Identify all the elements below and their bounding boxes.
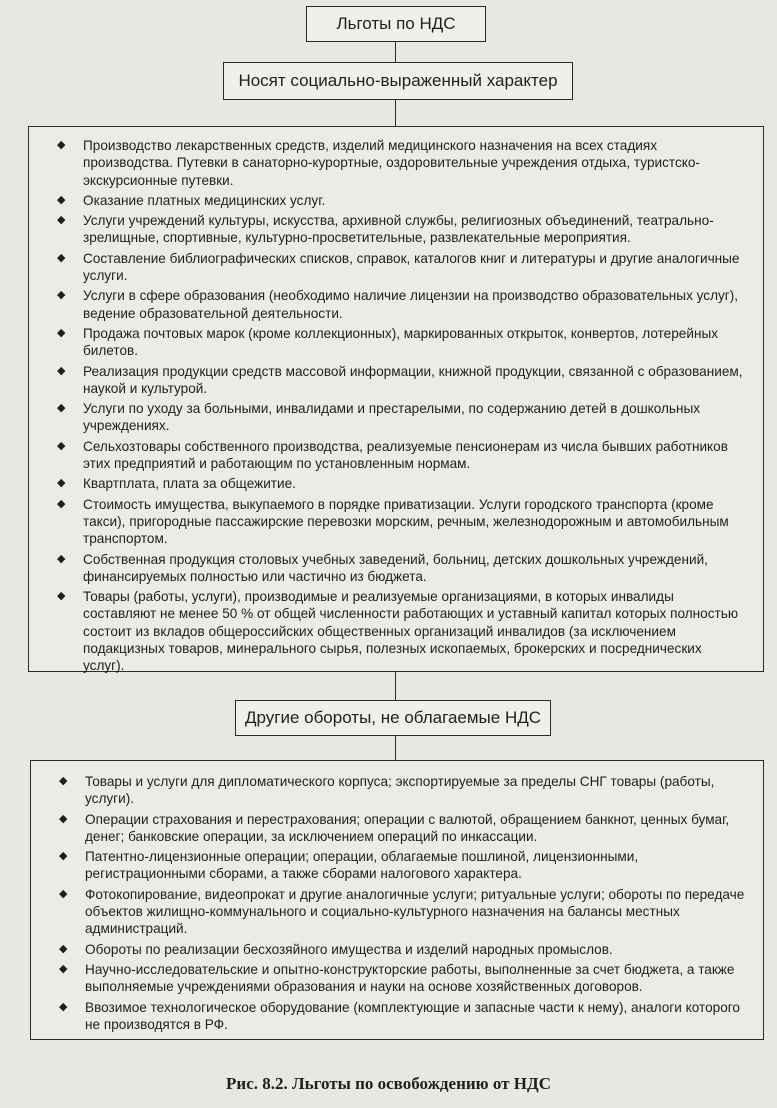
root-node xyxy=(306,6,486,42)
list-item xyxy=(55,848,753,883)
list-item-text: Квартплата, плата за общежитие. xyxy=(83,476,296,492)
diamond-bullet-icon: ◆ xyxy=(57,552,66,565)
figure-caption: Рис. 8.2. Льготы по освобождению от НДС xyxy=(226,1074,551,1093)
list-item-text: Патентно-лицензионные операции; операции, облагаемые пошлиной, лицензионными, регистрационными сборами, а также сборами налогового характера. xyxy=(85,849,639,882)
list-item-text: Научно-исследовательские и опытно-конструкторские работы, выполненные за счет бюджета, а также выполняемые учреждениями образования и науки на основе хозяйственных договоров. xyxy=(85,961,735,995)
list-item xyxy=(55,961,753,996)
connector-social-list xyxy=(395,100,396,126)
list-item-text: Стоимость имущества, выкупаемого в порядке приватизации. Услуги городского транспорта (кроме такси), пригородные пассажирские перевозки морским, речным, железнодорожным и автомобильным транспортом. xyxy=(83,496,729,547)
diamond-bullet-icon: ◆ xyxy=(57,251,66,264)
list-item xyxy=(53,588,753,674)
diamond-bullet-icon: ◆ xyxy=(57,364,66,377)
list-item xyxy=(53,212,753,247)
diamond-bullet-icon: ◆ xyxy=(57,193,66,206)
list-item-text: Производство лекарственных средств, изделий медицинского назначения на всех стадиях производства. Путевки в санаторно-курортные, оздоровительные учреждения отдыха, туристско-экскурсионные путевки. xyxy=(83,138,700,188)
list-item-text: Собственная продукция столовых учебных заведений, больниц, детских дошкольных учреждений, финансируемых полностью или частично из бюджета. xyxy=(83,551,708,584)
list-item xyxy=(55,886,753,938)
diamond-bullet-icon: ◆ xyxy=(57,214,66,227)
diamond-bullet-icon: ◆ xyxy=(59,942,68,955)
diamond-bullet-icon: ◆ xyxy=(57,326,66,339)
diamond-bullet-icon: ◆ xyxy=(59,850,68,863)
list-item xyxy=(53,137,753,189)
list-item xyxy=(55,773,753,808)
connector-root-social xyxy=(395,42,396,62)
list-item xyxy=(53,438,753,473)
diamond-bullet-icon: ◆ xyxy=(57,477,66,490)
list-item-text: Обороты по реализации бесхозяйного имущества и изделий народных промыслов. xyxy=(85,941,613,957)
other-node xyxy=(235,700,551,736)
diamond-bullet-icon: ◆ xyxy=(57,402,66,415)
list-item-text: Продажа почтовых марок (кроме коллекционных), маркированных открыток, конвертов, лотерейных билетов. xyxy=(83,325,719,359)
diamond-bullet-icon: ◆ xyxy=(57,590,66,603)
diamond-bullet-icon: ◆ xyxy=(59,812,68,825)
list-item-text: Услуги в сфере образования (необходимо наличие лицензии на производство образовательных услуг), ведение образовательной деятельности. xyxy=(83,288,739,321)
list-item xyxy=(53,192,753,209)
diamond-bullet-icon: ◆ xyxy=(59,887,68,900)
diamond-bullet-icon: ◆ xyxy=(57,289,66,302)
list-item-text: Составление библиографических списков, справок, каталогов книг и литературы и другие аналогичные услуги. xyxy=(83,250,740,284)
social-node xyxy=(223,62,573,100)
list-item-text: Операции страхования и перестрахования; операции с валютой, обращением банкнот, ценных бумаг, денег; банковские операции, за исключением операций по инкассации. xyxy=(85,811,730,844)
list-item-text: Сельхозтовары собственного производства, реализуемые пенсионерам из числа бывших работников этих предприятий и работающим по установленным нормам. xyxy=(83,438,728,472)
list-item-text: Реализация продукции средств массовой информации, книжной продукции, связанной с образованием, наукой и культурой. xyxy=(83,363,743,396)
connector-list-other xyxy=(395,672,396,700)
list-item xyxy=(53,400,753,435)
list-item-text: Товары (работы, услуги), производимые и реализуемые организациями, в которых инвалиды составляют не менее 50 % от общей численности работающих и уставный капитал которых полностью состоит из вкладов общероссийских общественных организаций инвалидов (за исключением подакцизных товаров, минерального сырья, полезных ископаемых, брокерских и посреднических услуг). xyxy=(83,589,739,674)
list-item xyxy=(53,551,753,586)
list-item-text: Фотокопирование, видеопрокат и другие аналогичные услуги; ритуальные услуги; обороты по передаче объектов жилищно-коммунального и социально-культурного назначения на балансы местных администраций. xyxy=(85,886,745,937)
social-items-list xyxy=(53,137,753,675)
list-item xyxy=(53,363,753,398)
diamond-bullet-icon: ◆ xyxy=(59,962,68,975)
social-node-label: Носят социально-выраженный характер xyxy=(238,71,558,90)
list-item-text: Оказание платных медицинских услуг. xyxy=(83,192,326,208)
list-item xyxy=(53,325,753,360)
list-item xyxy=(55,811,753,846)
list-item xyxy=(53,496,753,548)
diamond-bullet-icon: ◆ xyxy=(57,497,66,510)
root-node-label: Льготы по НДС xyxy=(336,14,456,33)
list-item-text: Услуги учреждений культуры, искусства, архивной службы, религиозных объединений, театрально-зрелищные, спортивные, культурно-просветительные, развлекательные мероприятия. xyxy=(83,213,714,246)
list-item xyxy=(55,941,753,958)
list-item-text: Ввозимое технологическое оборудование (комплектующие и запасные части к нему), аналоги которого не производятся в РФ. xyxy=(85,999,740,1032)
diamond-bullet-icon: ◆ xyxy=(57,139,66,151)
list-item xyxy=(53,287,753,322)
list-item xyxy=(53,250,753,285)
list-item-text: Услуги по уходу за больными, инвалидами и престарелыми, по содержанию детей в дошкольных учреждениях. xyxy=(83,401,701,434)
list-item xyxy=(55,999,753,1034)
social-items-group xyxy=(28,126,764,672)
diamond-bullet-icon: ◆ xyxy=(57,439,66,452)
other-items-group xyxy=(30,760,764,1040)
diamond-bullet-icon: ◆ xyxy=(59,775,68,787)
other-node-label: Другие обороты, не облагаемые НДС xyxy=(244,708,542,727)
other-items-list xyxy=(55,773,753,1033)
list-item-text: Товары и услуги для дипломатического корпуса; экспортируемые за пределы СНГ товары (работы, услуги). xyxy=(85,774,715,807)
connector-other-list xyxy=(395,736,396,760)
diamond-bullet-icon: ◆ xyxy=(59,1000,68,1013)
list-item xyxy=(53,475,753,492)
